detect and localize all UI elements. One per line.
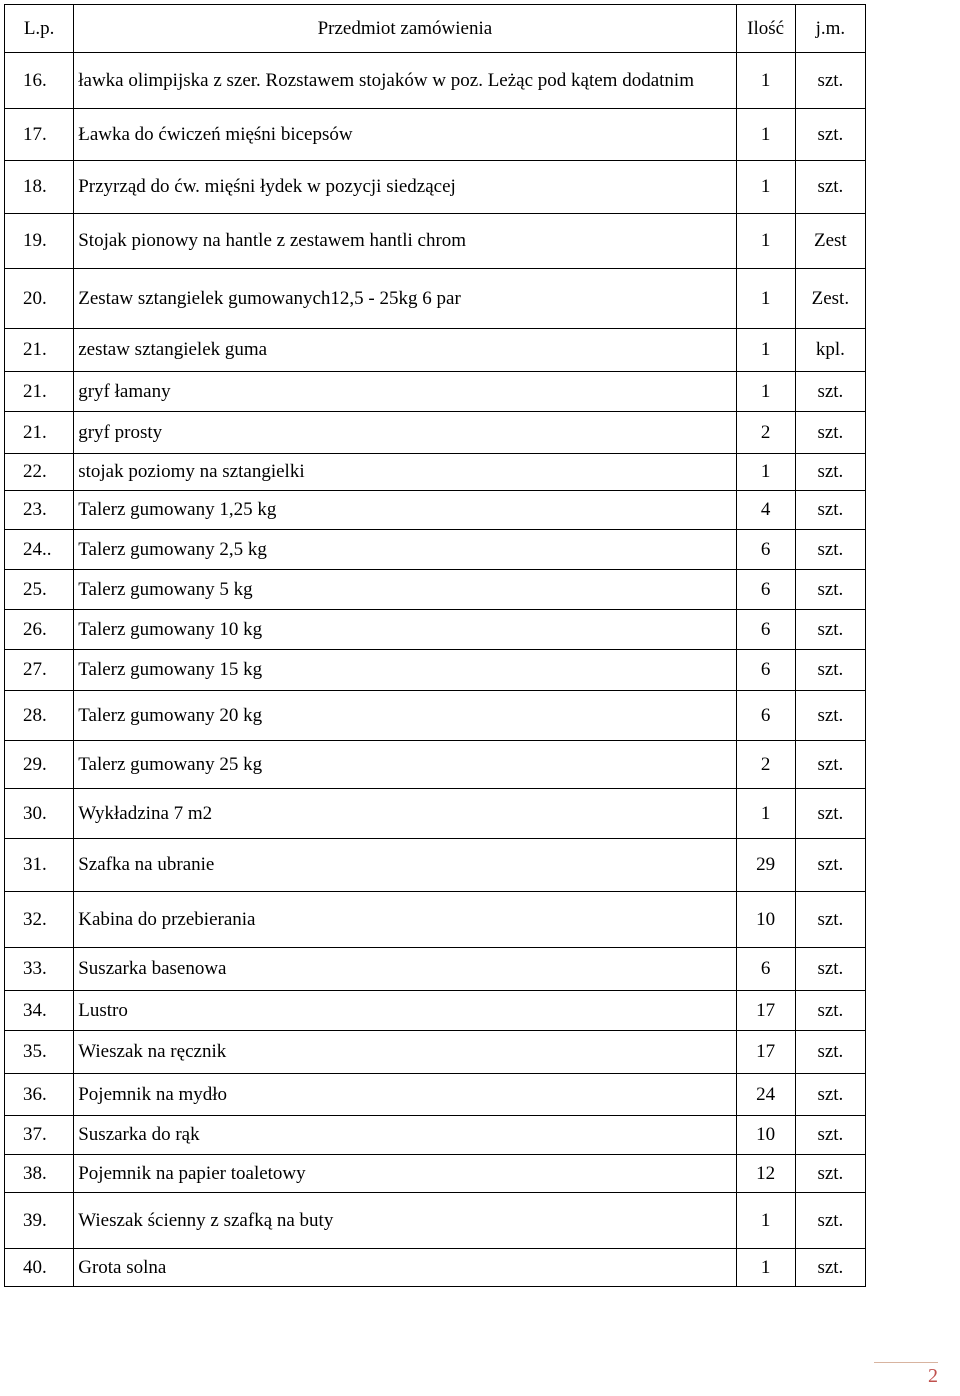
row-item-name-cell: zestaw sztangielek guma <box>74 329 736 372</box>
row-unit-cell: szt. <box>795 839 865 892</box>
table-row <box>5 530 866 570</box>
row-unit-cell: szt. <box>795 1074 865 1116</box>
table-row <box>5 892 866 948</box>
table-row <box>5 1074 866 1116</box>
row-lp-cell: 21. <box>5 412 74 454</box>
table-body <box>5 53 866 1287</box>
row-unit-cell: szt. <box>795 948 865 991</box>
row-item-name-cell: Stojak pionowy na hantle z zestawem hantli chrom <box>74 214 736 269</box>
row-unit-cell: szt. <box>795 892 865 948</box>
table-row <box>5 691 866 741</box>
row-item-name-cell: Przyrząd do ćw. mięśni łydek w pozycji siedzącej <box>74 161 736 214</box>
table-row <box>5 161 866 214</box>
table-row <box>5 269 866 329</box>
table-row <box>5 789 866 839</box>
table-row <box>5 53 866 109</box>
row-unit-cell: szt. <box>795 412 865 454</box>
row-lp-cell: 35. <box>5 1031 74 1074</box>
row-lp-cell: 23. <box>5 491 74 530</box>
row-quantity-cell: 1 <box>736 1193 795 1249</box>
header-unit: j.m. <box>795 5 865 53</box>
header-quantity: Ilość <box>736 5 795 53</box>
row-item-name-cell: Zestaw sztangielek gumowanych12,5 - 25kg 6 par <box>74 269 736 329</box>
table-row <box>5 991 866 1031</box>
row-item-name-cell: Szafka na ubranie <box>74 839 736 892</box>
table-row <box>5 1031 866 1074</box>
row-item-name-cell: Talerz gumowany 25 kg <box>74 741 736 789</box>
row-quantity-cell: 6 <box>736 570 795 610</box>
row-lp-cell: 22. <box>5 454 74 491</box>
row-unit-cell: szt. <box>795 109 865 161</box>
row-lp-cell: 40. <box>5 1249 74 1287</box>
table-header-row <box>5 5 866 53</box>
row-item-name-cell: ławka olimpijska z szer. Rozstawem stojaków w poz. Leżąc pod kątem dodatnim <box>74 53 736 109</box>
row-quantity-cell: 1 <box>736 1249 795 1287</box>
row-lp-cell: 26. <box>5 610 74 650</box>
row-item-name-cell: Suszarka basenowa <box>74 948 736 991</box>
row-lp-cell: 39. <box>5 1193 74 1249</box>
row-unit-cell: szt. <box>795 650 865 691</box>
row-item-name-cell: gryf łamany <box>74 372 736 412</box>
row-lp-cell: 19. <box>5 214 74 269</box>
row-lp-cell: 25. <box>5 570 74 610</box>
table-row <box>5 454 866 491</box>
table-row <box>5 610 866 650</box>
row-lp-cell: 31. <box>5 839 74 892</box>
table-row <box>5 1193 866 1249</box>
table-row <box>5 491 866 530</box>
row-item-name-cell: Wieszak ścienny z szafką na buty <box>74 1193 736 1249</box>
row-quantity-cell: 1 <box>736 372 795 412</box>
table-row <box>5 1116 866 1155</box>
header-item-name: Przedmiot zamówienia <box>74 5 736 53</box>
table-row <box>5 1155 866 1193</box>
table-row <box>5 839 866 892</box>
row-item-name-cell: Pojemnik na mydło <box>74 1074 736 1116</box>
row-item-name-cell: Lustro <box>74 991 736 1031</box>
row-lp-cell: 27. <box>5 650 74 691</box>
row-unit-cell: szt. <box>795 53 865 109</box>
header-lp: L.p. <box>5 5 74 53</box>
row-lp-cell: 21. <box>5 372 74 412</box>
row-lp-cell: 37. <box>5 1116 74 1155</box>
row-quantity-cell: 29 <box>736 839 795 892</box>
table-row <box>5 650 866 691</box>
row-item-name-cell: stojak poziomy na sztangielki <box>74 454 736 491</box>
row-quantity-cell: 6 <box>736 610 795 650</box>
table-row <box>5 948 866 991</box>
table-row <box>5 412 866 454</box>
row-unit-cell: szt. <box>795 610 865 650</box>
row-quantity-cell: 6 <box>736 948 795 991</box>
row-unit-cell: szt. <box>795 372 865 412</box>
table-row <box>5 570 866 610</box>
row-item-name-cell: Wykładzina 7 m2 <box>74 789 736 839</box>
row-quantity-cell: 1 <box>736 161 795 214</box>
row-item-name-cell: Pojemnik na papier toaletowy <box>74 1155 736 1193</box>
row-lp-cell: 16. <box>5 53 74 109</box>
row-quantity-cell: 10 <box>736 892 795 948</box>
row-quantity-cell: 6 <box>736 530 795 570</box>
row-quantity-cell: 6 <box>736 650 795 691</box>
row-unit-cell: szt. <box>795 1155 865 1193</box>
row-unit-cell: kpl. <box>795 329 865 372</box>
row-unit-cell: szt. <box>795 491 865 530</box>
row-unit-cell: szt. <box>795 691 865 741</box>
row-quantity-cell: 1 <box>736 454 795 491</box>
row-unit-cell: szt. <box>795 789 865 839</box>
page-number: 2 <box>874 1362 938 1388</box>
table-row <box>5 214 866 269</box>
row-quantity-cell: 4 <box>736 491 795 530</box>
row-item-name-cell: Talerz gumowany 5 kg <box>74 570 736 610</box>
row-quantity-cell: 2 <box>736 412 795 454</box>
row-unit-cell: szt. <box>795 1031 865 1074</box>
row-quantity-cell: 2 <box>736 741 795 789</box>
row-quantity-cell: 12 <box>736 1155 795 1193</box>
row-item-name-cell: Wieszak na ręcznik <box>74 1031 736 1074</box>
row-unit-cell: szt. <box>795 1116 865 1155</box>
row-lp-cell: 36. <box>5 1074 74 1116</box>
row-item-name-cell: Grota solna <box>74 1249 736 1287</box>
row-lp-cell: 30. <box>5 789 74 839</box>
row-item-name-cell: gryf prosty <box>74 412 736 454</box>
row-quantity-cell: 10 <box>736 1116 795 1155</box>
row-unit-cell: szt. <box>795 570 865 610</box>
row-item-name-cell: Kabina do przebierania <box>74 892 736 948</box>
row-unit-cell: szt. <box>795 454 865 491</box>
table-row <box>5 372 866 412</box>
row-item-name-cell: Ławka do ćwiczeń mięśni bicepsów <box>74 109 736 161</box>
row-unit-cell: szt. <box>795 530 865 570</box>
row-unit-cell: szt. <box>795 1193 865 1249</box>
row-lp-cell: 38. <box>5 1155 74 1193</box>
row-unit-cell: Zest. <box>795 269 865 329</box>
row-item-name-cell: Suszarka do rąk <box>74 1116 736 1155</box>
row-lp-cell: 29. <box>5 741 74 789</box>
row-item-name-cell: Talerz gumowany 15 kg <box>74 650 736 691</box>
row-item-name-cell: Talerz gumowany 1,25 kg <box>74 491 736 530</box>
row-lp-cell: 32. <box>5 892 74 948</box>
row-quantity-cell: 1 <box>736 329 795 372</box>
table-row <box>5 329 866 372</box>
row-quantity-cell: 17 <box>736 991 795 1031</box>
row-unit-cell: Zest <box>795 214 865 269</box>
row-item-name-cell: Talerz gumowany 10 kg <box>74 610 736 650</box>
row-item-name-cell: Talerz gumowany 20 kg <box>74 691 736 741</box>
row-unit-cell: szt. <box>795 991 865 1031</box>
row-lp-cell: 17. <box>5 109 74 161</box>
row-item-name-cell: Talerz gumowany 2,5 kg <box>74 530 736 570</box>
order-items-table <box>4 4 866 1287</box>
row-lp-cell: 21. <box>5 329 74 372</box>
row-quantity-cell: 24 <box>736 1074 795 1116</box>
row-unit-cell: szt. <box>795 1249 865 1287</box>
row-quantity-cell: 1 <box>736 109 795 161</box>
table-row <box>5 741 866 789</box>
row-quantity-cell: 17 <box>736 1031 795 1074</box>
table-row <box>5 1249 866 1287</box>
row-quantity-cell: 1 <box>736 53 795 109</box>
row-lp-cell: 28. <box>5 691 74 741</box>
row-lp-cell: 33. <box>5 948 74 991</box>
row-lp-cell: 18. <box>5 161 74 214</box>
table-row <box>5 109 866 161</box>
row-quantity-cell: 6 <box>736 691 795 741</box>
row-lp-cell: 24.. <box>5 530 74 570</box>
row-unit-cell: szt. <box>795 161 865 214</box>
row-lp-cell: 20. <box>5 269 74 329</box>
row-quantity-cell: 1 <box>736 789 795 839</box>
row-unit-cell: szt. <box>795 741 865 789</box>
row-quantity-cell: 1 <box>736 269 795 329</box>
row-lp-cell: 34. <box>5 991 74 1031</box>
row-quantity-cell: 1 <box>736 214 795 269</box>
